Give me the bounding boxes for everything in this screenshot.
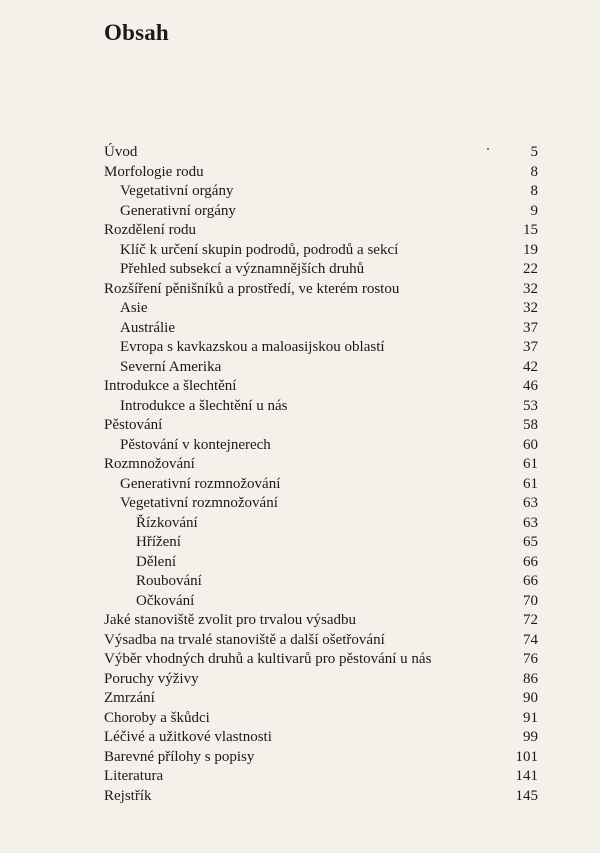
toc-entry-label: Generativní rozmnožování (120, 475, 281, 492)
toc-entry-page-number: 65 (523, 534, 538, 550)
toc-entry (104, 163, 538, 183)
table-of-contents (104, 143, 538, 806)
toc-entry-label: Vegetativní orgány (120, 183, 234, 199)
toc-entry-page-number: 8 (530, 183, 538, 199)
toc-entry (104, 689, 538, 709)
toc-entry (104, 319, 538, 339)
toc-entry-label: Introdukce a šlechtění u nás (120, 397, 288, 414)
toc-entry-page-number: 60 (523, 436, 538, 453)
toc-entry (104, 260, 538, 280)
toc-entry-label: Austrálie (120, 319, 175, 336)
toc-entry-label: Úvod (104, 144, 138, 160)
toc-entry (104, 377, 538, 397)
toc-entry-page-number: 5 (530, 144, 538, 160)
toc-entry (104, 397, 538, 417)
toc-entry-page-number: 61 (523, 475, 538, 492)
toc-entry-label: Introdukce a šlechtění (104, 378, 237, 394)
toc-entry (104, 182, 538, 202)
toc-entry-label: Generativní orgány (120, 202, 236, 219)
toc-entry (104, 143, 538, 163)
toc-entry-page-number: 37 (523, 339, 538, 355)
toc-entry (104, 650, 538, 670)
toc-entry-label: Rejstřík (104, 787, 152, 804)
toc-entry-label: Poruchy výživy (104, 670, 199, 687)
toc-entry-label: Výběr vhodných druhů a kultivarů pro pěstování u nás (104, 651, 432, 667)
toc-entry-page-number: 46 (523, 378, 538, 394)
toc-entry-page-number: 91 (523, 709, 538, 726)
toc-entry-page-number: 74 (523, 631, 538, 648)
toc-entry-label: Barevné přílohy s popisy (104, 748, 255, 765)
toc-entry-page-number: 58 (523, 417, 538, 433)
toc-entry-page-number: 32 (523, 300, 538, 316)
toc-entry-page-number: 66 (523, 553, 538, 570)
toc-entry-page-number: 141 (515, 768, 538, 784)
toc-entry-page-number: 53 (523, 397, 538, 414)
toc-entry (104, 748, 538, 768)
toc-entry-label: Klíč k určení skupin podrodů, podrodů a sekcí (120, 241, 399, 258)
toc-entry-label: Roubování (136, 573, 202, 589)
toc-entry-label: Rozmnožování (104, 456, 195, 472)
toc-entry-label: Řízkování (136, 514, 198, 531)
toc-entry (104, 572, 538, 592)
toc-entry (104, 202, 538, 222)
toc-entry (104, 221, 538, 241)
toc-entry (104, 241, 538, 261)
toc-entry-page-number: 101 (515, 748, 538, 765)
toc-entry (104, 709, 538, 729)
toc-entry (104, 514, 538, 534)
toc-entry-page-number: 70 (523, 592, 538, 609)
toc-entry-page-number: 63 (523, 514, 538, 531)
toc-entry-page-number: 145 (515, 787, 538, 804)
toc-entry-label: Přehled subsekcí a významnějších druhů (120, 261, 365, 277)
toc-entry (104, 670, 538, 690)
toc-entry-page-number: 86 (523, 670, 538, 687)
toc-entry-label: Choroby a škůdci (104, 709, 210, 726)
toc-entry-label: Očkování (136, 592, 195, 609)
toc-entry (104, 592, 538, 612)
toc-entry-page-number: 9 (530, 202, 538, 219)
toc-entry-label: Asie (120, 300, 148, 316)
toc-entry (104, 338, 538, 358)
toc-entry-label: Vegetativní rozmnožování (120, 495, 278, 511)
toc-entry-label: Literatura (104, 768, 164, 784)
toc-entry-page-number: 8 (530, 163, 538, 180)
toc-entry (104, 299, 538, 319)
toc-entry-page-number: 63 (523, 495, 538, 511)
toc-entry (104, 728, 538, 748)
toc-entry-label: Léčivé a užitkové vlastnosti (104, 729, 272, 745)
toc-entry (104, 533, 538, 553)
toc-entry-label: Evropa s kavkazskou a maloasijskou oblastí (120, 339, 385, 355)
toc-entry-label: Jaké stanoviště zvolit pro trvalou výsadbu (104, 612, 357, 628)
toc-entry-label: Pěstování (104, 417, 163, 433)
toc-entry (104, 416, 538, 436)
toc-entry (104, 494, 538, 514)
toc-entry-label: Severní Amerika (120, 358, 222, 375)
toc-entry-label: Výsadba na trvalé stanoviště a další ošetřování (104, 631, 385, 648)
toc-entry-page-number: 37 (523, 319, 538, 336)
toc-entry (104, 358, 538, 378)
toc-entry-page-number: 90 (523, 690, 538, 706)
toc-entry-label: Rozdělení rodu (104, 222, 197, 238)
toc-entry (104, 787, 538, 807)
toc-entry-page-number: 42 (523, 358, 538, 375)
toc-entry-page-number: 19 (523, 241, 538, 258)
toc-entry (104, 611, 538, 631)
toc-entry-page-number: 76 (523, 651, 538, 667)
toc-entry-page-number: 61 (523, 456, 538, 472)
toc-entry (104, 475, 538, 495)
toc-entry-label: Dělení (136, 553, 176, 570)
toc-entry-page-number: 66 (523, 573, 538, 589)
toc-entry (104, 280, 538, 300)
toc-entry-label: Pěstování v kontejnerech (120, 436, 271, 453)
toc-entry-label: Morfologie rodu (104, 163, 204, 180)
toc-entry-page-number: 15 (523, 222, 538, 238)
toc-entry (104, 631, 538, 651)
toc-entry-page-number: 22 (523, 261, 538, 277)
toc-entry-label: Hřížení (136, 534, 181, 550)
toc-entry-page-number: 32 (523, 280, 538, 297)
toc-entry-page-number: 99 (523, 729, 538, 745)
toc-entry-label: Zmrzání (104, 690, 155, 706)
toc-entry (104, 455, 538, 475)
toc-entry-page-number: 72 (523, 612, 538, 628)
toc-entry (104, 767, 538, 787)
page-title: Obsah (104, 20, 169, 45)
toc-entry (104, 553, 538, 573)
toc-entry (104, 436, 538, 456)
toc-entry-label: Rozšíření pěnišníků a prostředí, ve kterém rostou (104, 280, 400, 297)
